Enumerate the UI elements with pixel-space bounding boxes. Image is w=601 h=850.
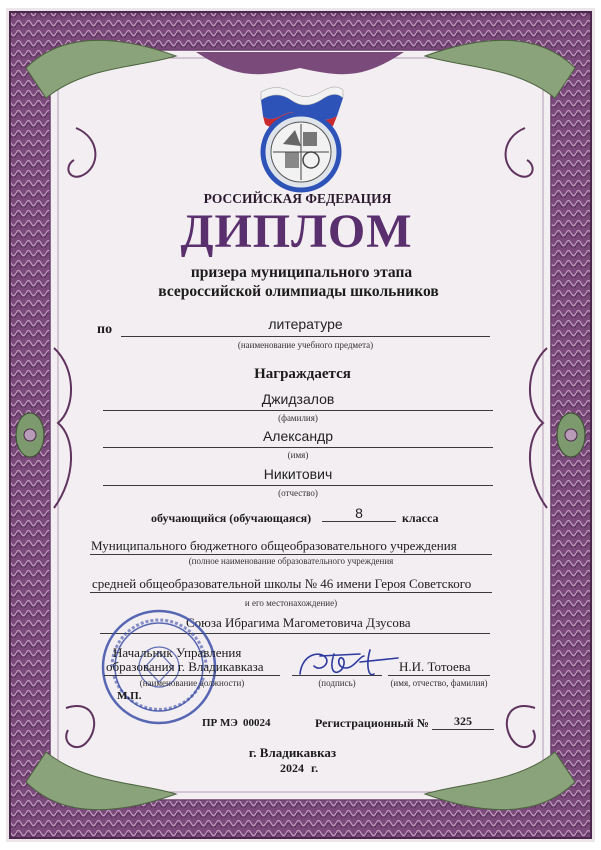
signature-caption: (подпись) xyxy=(318,678,356,688)
series-label: ПР МЭ xyxy=(202,717,238,729)
series-number: 00024 xyxy=(243,717,271,729)
registration-number: 325 xyxy=(454,714,472,728)
school-caption1: (полное наименование образовательного учреждения xyxy=(188,556,394,566)
school-line1: Муниципального бюджетного общеобразовательного учреждения xyxy=(91,538,457,553)
city-label: г. Владикавказ xyxy=(248,745,337,760)
position-line1: Начальник Управления xyxy=(113,645,242,660)
signatory-name: Н.И. Тотоева xyxy=(399,659,471,674)
position-underline xyxy=(104,675,280,676)
position-line2: образования г. Владикавказа xyxy=(106,659,264,674)
subject-value: литературе xyxy=(268,316,343,332)
school-line2: средней общеобразовательной школы № 46 имени Героя Советского xyxy=(92,576,472,591)
surname-line xyxy=(103,410,493,411)
school-line3: Союза Ибрагима Магометовича Дзусова xyxy=(186,615,411,630)
subtitle-line1: призера муниципального этапа xyxy=(190,264,413,281)
grade-value: 8 xyxy=(355,505,363,521)
award-label: Награждается xyxy=(254,366,351,382)
school-underline1 xyxy=(90,554,492,555)
name-caption: (имя) xyxy=(287,450,309,460)
stamp-label: М.П. xyxy=(117,690,142,702)
signature-line xyxy=(292,675,382,676)
patronymic-caption: (отчество) xyxy=(278,488,318,498)
year-suffix: г. xyxy=(311,761,319,775)
subject-caption: (наименование учебного предмета) xyxy=(237,340,374,350)
subtitle-line2: всероссийской олимпиады школьников xyxy=(158,283,439,300)
registration-label: Регистрационный № xyxy=(315,716,429,730)
country-label: РОССИЙСКАЯ ФЕДЕРАЦИЯ xyxy=(203,191,392,206)
grade-suffix: класса xyxy=(402,511,439,525)
name-line xyxy=(103,447,493,448)
year-value: 2024 xyxy=(280,761,304,775)
school-caption2: и его местонахождение) xyxy=(244,598,338,608)
surname-value: Джидзалов xyxy=(261,391,335,407)
subject-prefix: по xyxy=(97,322,113,337)
diploma-title: ДИПЛОМ xyxy=(180,205,413,258)
signatory-line xyxy=(388,675,490,676)
subject-line xyxy=(121,336,490,337)
olympiad-emblem xyxy=(247,86,355,198)
registration-line xyxy=(432,729,494,730)
patronymic-line xyxy=(103,485,493,486)
surname-caption: (фамилия) xyxy=(278,413,318,423)
position-caption: (наименование должности) xyxy=(139,678,245,688)
grade-label: обучающийся (обучающаяся) xyxy=(151,511,312,525)
grade-line xyxy=(322,521,396,522)
patronymic-value: Никитович xyxy=(263,466,333,482)
signatory-caption: (имя, отчество, фамилия) xyxy=(390,678,488,688)
name-value: Александр xyxy=(262,428,334,444)
school-underline2 xyxy=(90,592,492,593)
